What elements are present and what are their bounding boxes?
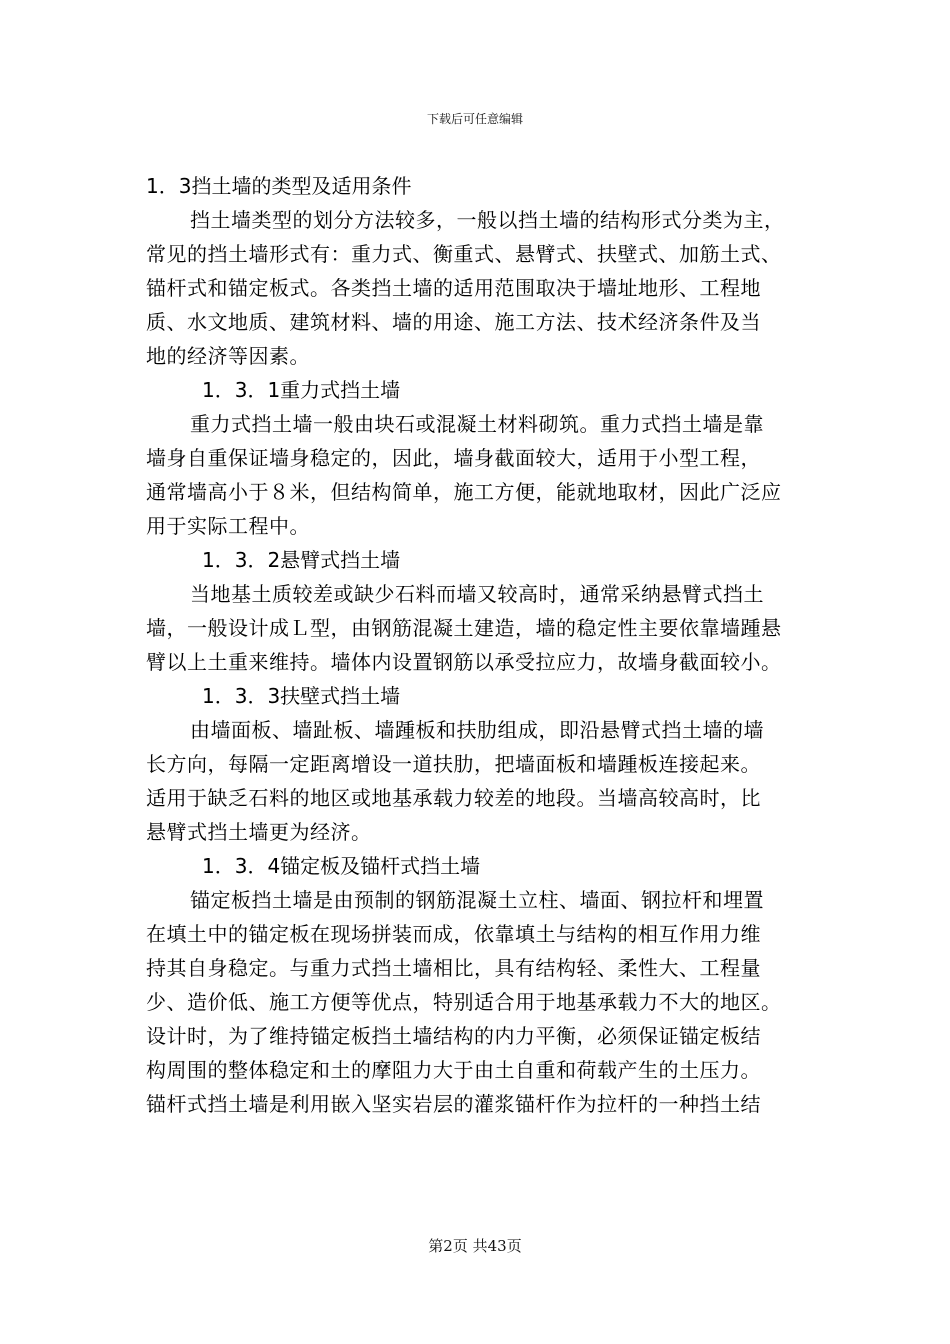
paragraph-1-3-4 — [146, 883, 858, 1121]
section-heading-1-3-4: 1．3．4锚定板及锚杆式挡土墙 — [202, 854, 481, 878]
text-line: 质、水文地质、建筑材料、墙的用途、施工方法、技术经济条件及当 — [146, 310, 761, 334]
paragraph-1-3-3 — [146, 713, 858, 849]
page-footer: 第2页 共43页 — [428, 1237, 522, 1255]
text-line: 在填土中的锚定板在现场拼装而成，依靠填土与结构的相互作用力维 — [146, 922, 761, 946]
text-line: 悬臂式挡土墙更为经济。 — [146, 820, 372, 844]
page-header: 下载后可任意编辑 — [426, 112, 523, 126]
section-heading-1-3-2: 1．3．2悬臂式挡土墙 — [202, 548, 401, 572]
text-line: 适用于缺乏石料的地区或地基承载力较差的地段。当墙高较高时，比 — [146, 786, 761, 810]
text-line: 挡土墙类型的划分方法较多，一般以挡土墙的结构形式分类为主， — [190, 208, 785, 232]
text-line: 墙身自重保证墙身稳定的，因此，墙身截面较大，适用于小型工程， — [146, 446, 761, 470]
text-line: 重力式挡土墙一般由块石或混凝土材料砌筑。重力式挡土墙是靠 — [190, 412, 764, 436]
text-line: 构周围的整体稳定和土的摩阻力大于由土自重和荷载产生的土压力。 — [146, 1058, 761, 1082]
section-heading-1-3: 1．3挡土墙的类型及适用条件 — [146, 174, 412, 198]
text-line: 臂以上土重来维持。墙体内设置钢筋以承受拉应力，故墙身截面较小。 — [146, 650, 782, 674]
text-line: 锚杆式挡土墙是利用嵌入坚实岩层的灌浆锚杆作为拉杆的一种挡土结 — [146, 1092, 761, 1116]
text-line: 长方向，每隔一定距离增设一道扶肋，把墙面板和墙踵板连接起来。 — [146, 752, 761, 776]
text-line: 通常墙高小于８米，但结构简单，施工方便，能就地取材，因此广泛应 — [146, 480, 782, 504]
text-line: 常见的挡土墙形式有：重力式、衡重式、悬臂式、扶壁式、加筋土式、 — [146, 242, 782, 266]
text-line: 设计时，为了维持锚定板挡土墙结构的内力平衡，必须保证锚定板结 — [146, 1024, 761, 1048]
text-line: 墙，一般设计成Ｌ型，由钢筋混凝土建造，墙的稳定性主要依靠墙踵悬 — [146, 616, 782, 640]
paragraph-1-3-1 — [146, 407, 858, 543]
text-line: 少、造价低、施工方便等优点，特别适合用于地基承载力不大的地区。 — [146, 990, 782, 1014]
paragraph-1-3-2 — [146, 577, 858, 679]
text-line: 当地基土质较差或缺少石料而墙又较高时，通常采纳悬臂式挡土 — [190, 582, 764, 606]
text-line: 持其自身稳定。与重力式挡土墙相比，具有结构轻、柔性大、工程量 — [146, 956, 761, 980]
text-line: 锚定板挡土墙是由预制的钢筋混凝土立柱、墙面、钢拉杆和埋置 — [190, 888, 764, 912]
text-line: 用于实际工程中。 — [146, 514, 310, 538]
text-line: 地的经济等因素。 — [146, 344, 310, 368]
page-content — [146, 170, 858, 1121]
paragraph-1-3 — [146, 203, 858, 373]
text-line: 由墙面板、墙趾板、墙踵板和扶肋组成，即沿悬臂式挡土墙的墙 — [190, 718, 764, 742]
text-line: 锚杆式和锚定板式。各类挡土墙的适用范围取决于墙址地形、工程地 — [146, 276, 761, 300]
section-heading-1-3-1: 1．3．1重力式挡土墙 — [202, 378, 401, 402]
section-heading-1-3-3: 1．3．3扶壁式挡土墙 — [202, 684, 401, 708]
